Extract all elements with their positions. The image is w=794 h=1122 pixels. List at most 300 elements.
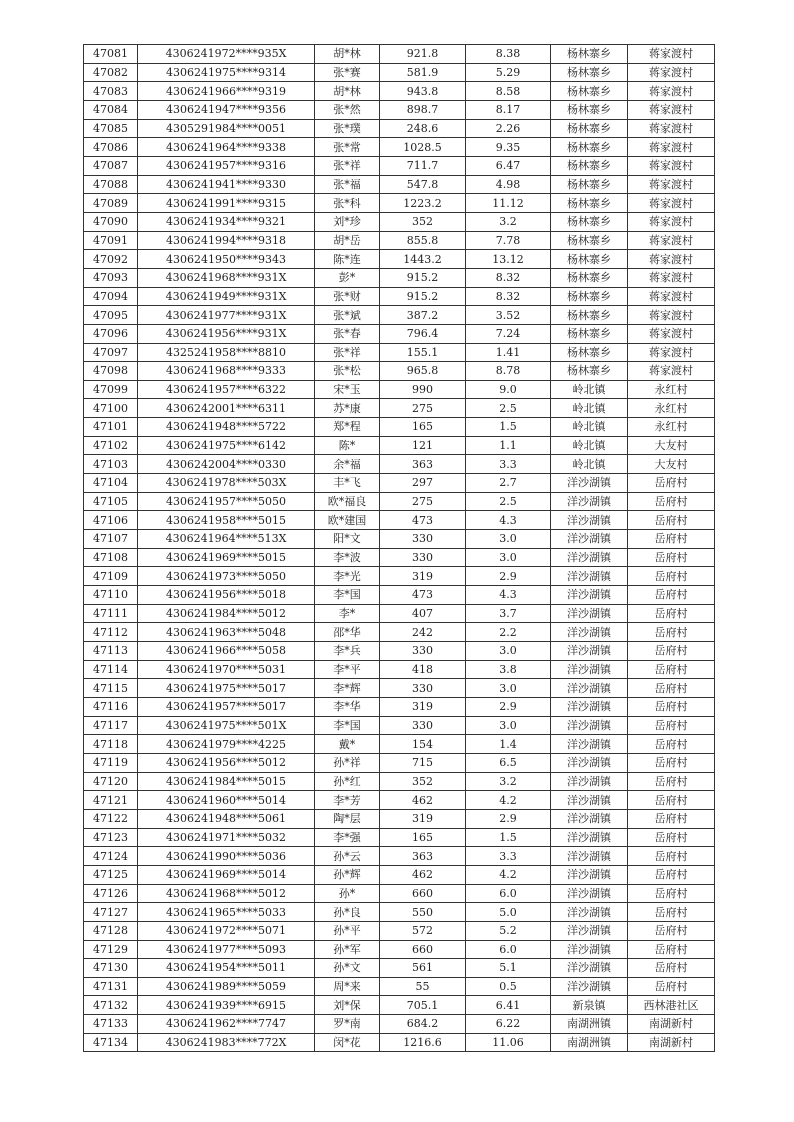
- cell-id-number: 4306241977****931X: [138, 306, 315, 325]
- cell-value: 8.32: [466, 287, 551, 306]
- cell-village: 蒋家渡村: [628, 63, 715, 82]
- table-row: [84, 324, 715, 343]
- cell-id-number: 4306241964****9338: [138, 138, 315, 157]
- cell-amount: 275: [380, 492, 466, 511]
- cell-amount: 921.8: [380, 45, 466, 64]
- cell-amount: 705.1: [380, 996, 466, 1015]
- table-row: [84, 791, 715, 810]
- cell-village: 岳府村: [628, 884, 715, 903]
- cell-amount: 242: [380, 623, 466, 642]
- cell-name: 刘*保: [315, 996, 380, 1015]
- cell-serial: 47129: [84, 940, 138, 959]
- table-row: [84, 156, 715, 175]
- cell-name: 李*兵: [315, 642, 380, 661]
- cell-id-number: 4306241965****5033: [138, 903, 315, 922]
- cell-amount: 660: [380, 940, 466, 959]
- cell-name: 李*波: [315, 548, 380, 567]
- table-row: [84, 138, 715, 157]
- cell-township: 杨林寨乡: [551, 156, 628, 175]
- cell-serial: 47088: [84, 175, 138, 194]
- table-row: [84, 399, 715, 418]
- cell-village: 蒋家渡村: [628, 138, 715, 157]
- cell-village: 蒋家渡村: [628, 324, 715, 343]
- cell-value: 1.5: [466, 418, 551, 437]
- cell-id-number: 4306241990****5036: [138, 847, 315, 866]
- cell-amount: 352: [380, 212, 466, 231]
- cell-name: 郑*程: [315, 418, 380, 437]
- cell-serial: 47110: [84, 586, 138, 605]
- cell-village: 蒋家渡村: [628, 362, 715, 381]
- cell-id-number: 4306241971****5032: [138, 828, 315, 847]
- cell-value: 2.9: [466, 809, 551, 828]
- cell-id-number: 4306241979****4225: [138, 735, 315, 754]
- cell-amount: 155.1: [380, 343, 466, 362]
- cell-amount: 1216.6: [380, 1033, 466, 1052]
- cell-value: 5.1: [466, 959, 551, 978]
- cell-village: 岳府村: [628, 697, 715, 716]
- table-row: [84, 959, 715, 978]
- cell-amount: 990: [380, 380, 466, 399]
- cell-serial: 47118: [84, 735, 138, 754]
- cell-village: 大友村: [628, 436, 715, 455]
- cell-village: 岳府村: [628, 903, 715, 922]
- table-row: [84, 287, 715, 306]
- cell-serial: 47093: [84, 268, 138, 287]
- cell-id-number: 4306241966****5058: [138, 642, 315, 661]
- cell-amount: 796.4: [380, 324, 466, 343]
- cell-township: 杨林寨乡: [551, 231, 628, 250]
- cell-id-number: 4306241957****5050: [138, 492, 315, 511]
- cell-value: 8.38: [466, 45, 551, 64]
- cell-township: 洋沙湖镇: [551, 735, 628, 754]
- cell-value: 2.26: [466, 119, 551, 138]
- cell-village: 蒋家渡村: [628, 250, 715, 269]
- cell-township: 岭北镇: [551, 418, 628, 437]
- cell-serial: 47092: [84, 250, 138, 269]
- cell-township: 洋沙湖镇: [551, 772, 628, 791]
- cell-township: 洋沙湖镇: [551, 530, 628, 549]
- cell-id-number: 4306241984****5015: [138, 772, 315, 791]
- cell-village: 蒋家渡村: [628, 231, 715, 250]
- table-row: [84, 772, 715, 791]
- cell-name: 孙*良: [315, 903, 380, 922]
- cell-serial: 47091: [84, 231, 138, 250]
- cell-name: 张*祥: [315, 156, 380, 175]
- records-table: [83, 44, 715, 1052]
- cell-name: 阳*文: [315, 530, 380, 549]
- cell-id-number: 4306241948****5722: [138, 418, 315, 437]
- cell-serial: 47082: [84, 63, 138, 82]
- cell-township: 杨林寨乡: [551, 324, 628, 343]
- cell-serial: 47105: [84, 492, 138, 511]
- cell-id-number: 4306241970****5031: [138, 660, 315, 679]
- cell-value: 3.52: [466, 306, 551, 325]
- cell-id-number: 4306241968****931X: [138, 268, 315, 287]
- cell-name: 张*福: [315, 175, 380, 194]
- cell-value: 6.5: [466, 753, 551, 772]
- cell-amount: 550: [380, 903, 466, 922]
- cell-value: 4.2: [466, 791, 551, 810]
- cell-name: 刘*珍: [315, 212, 380, 231]
- cell-village: 岳府村: [628, 548, 715, 567]
- cell-village: 永红村: [628, 399, 715, 418]
- cell-township: 杨林寨乡: [551, 194, 628, 213]
- cell-value: 3.8: [466, 660, 551, 679]
- table-row: [84, 903, 715, 922]
- cell-township: 洋沙湖镇: [551, 809, 628, 828]
- cell-name: 周*来: [315, 977, 380, 996]
- cell-village: 岳府村: [628, 921, 715, 940]
- cell-name: 苏*康: [315, 399, 380, 418]
- cell-amount: 352: [380, 772, 466, 791]
- cell-village: 岳府村: [628, 530, 715, 549]
- table-row: [84, 380, 715, 399]
- cell-village: 岳府村: [628, 809, 715, 828]
- cell-township: 岭北镇: [551, 436, 628, 455]
- table-row: [84, 119, 715, 138]
- cell-serial: 47100: [84, 399, 138, 418]
- cell-id-number: 4306241963****5048: [138, 623, 315, 642]
- cell-serial: 47085: [84, 119, 138, 138]
- table-row: [84, 474, 715, 493]
- cell-id-number: 4306241994****9318: [138, 231, 315, 250]
- cell-value: 1.5: [466, 828, 551, 847]
- table-row: [84, 250, 715, 269]
- cell-name: 胡*岳: [315, 231, 380, 250]
- cell-serial: 47089: [84, 194, 138, 213]
- table-row: [84, 306, 715, 325]
- cell-village: 岳府村: [628, 977, 715, 996]
- cell-id-number: 4306241941****9330: [138, 175, 315, 194]
- cell-amount: 297: [380, 474, 466, 493]
- cell-township: 岭北镇: [551, 455, 628, 474]
- cell-value: 11.06: [466, 1033, 551, 1052]
- cell-township: 杨林寨乡: [551, 268, 628, 287]
- cell-id-number: 4306242004****0330: [138, 455, 315, 474]
- cell-serial: 47101: [84, 418, 138, 437]
- cell-amount: 473: [380, 511, 466, 530]
- cell-value: 4.3: [466, 511, 551, 530]
- cell-township: 杨林寨乡: [551, 343, 628, 362]
- cell-amount: 418: [380, 660, 466, 679]
- cell-value: 3.0: [466, 716, 551, 735]
- cell-value: 5.29: [466, 63, 551, 82]
- cell-township: 杨林寨乡: [551, 138, 628, 157]
- table-row: [84, 343, 715, 362]
- cell-id-number: 4306241939****6915: [138, 996, 315, 1015]
- cell-serial: 47128: [84, 921, 138, 940]
- cell-amount: 898.7: [380, 100, 466, 119]
- cell-serial: 47108: [84, 548, 138, 567]
- cell-amount: 547.8: [380, 175, 466, 194]
- cell-name: 张*璞: [315, 119, 380, 138]
- cell-serial: 47090: [84, 212, 138, 231]
- cell-value: 3.2: [466, 212, 551, 231]
- cell-township: 洋沙湖镇: [551, 791, 628, 810]
- table-row: [84, 697, 715, 716]
- cell-value: 0.5: [466, 977, 551, 996]
- cell-name: 罗*南: [315, 1015, 380, 1034]
- cell-id-number: 4306241975****5017: [138, 679, 315, 698]
- table-row: [84, 231, 715, 250]
- cell-serial: 47116: [84, 697, 138, 716]
- table-row: [84, 82, 715, 101]
- cell-township: 洋沙湖镇: [551, 474, 628, 493]
- cell-township: 洋沙湖镇: [551, 660, 628, 679]
- cell-id-number: 4306241957****5017: [138, 697, 315, 716]
- cell-amount: 165: [380, 418, 466, 437]
- cell-amount: 248.6: [380, 119, 466, 138]
- cell-id-number: 4306241972****5071: [138, 921, 315, 940]
- cell-id-number: 4306241973****5050: [138, 567, 315, 586]
- cell-township: 杨林寨乡: [551, 287, 628, 306]
- cell-name: 孙*祥: [315, 753, 380, 772]
- cell-name: 丰*飞: [315, 474, 380, 493]
- cell-amount: 915.2: [380, 268, 466, 287]
- cell-name: 孙*云: [315, 847, 380, 866]
- cell-village: 岳府村: [628, 791, 715, 810]
- cell-amount: 55: [380, 977, 466, 996]
- cell-id-number: 4306241968****9333: [138, 362, 315, 381]
- cell-amount: 473: [380, 586, 466, 605]
- cell-value: 3.3: [466, 847, 551, 866]
- cell-township: 洋沙湖镇: [551, 753, 628, 772]
- cell-township: 岭北镇: [551, 399, 628, 418]
- cell-amount: 1443.2: [380, 250, 466, 269]
- cell-amount: 387.2: [380, 306, 466, 325]
- cell-amount: 154: [380, 735, 466, 754]
- cell-amount: 715: [380, 753, 466, 772]
- cell-township: 杨林寨乡: [551, 250, 628, 269]
- cell-name: 李*: [315, 604, 380, 623]
- cell-township: 洋沙湖镇: [551, 492, 628, 511]
- table-row: [84, 865, 715, 884]
- table-row: [84, 586, 715, 605]
- cell-value: 6.0: [466, 884, 551, 903]
- cell-value: 5.2: [466, 921, 551, 940]
- cell-value: 2.2: [466, 623, 551, 642]
- cell-village: 蒋家渡村: [628, 82, 715, 101]
- cell-id-number: 4306241983****772X: [138, 1033, 315, 1052]
- cell-township: 杨林寨乡: [551, 45, 628, 64]
- cell-township: 洋沙湖镇: [551, 865, 628, 884]
- records-table-body: [84, 45, 715, 1052]
- table-row: [84, 492, 715, 511]
- cell-village: 蒋家渡村: [628, 100, 715, 119]
- cell-name: 李*华: [315, 697, 380, 716]
- table-row: [84, 362, 715, 381]
- cell-amount: 363: [380, 847, 466, 866]
- cell-township: 洋沙湖镇: [551, 884, 628, 903]
- cell-name: 孙*文: [315, 959, 380, 978]
- table-row: [84, 679, 715, 698]
- cell-name: 张*常: [315, 138, 380, 157]
- table-row: [84, 660, 715, 679]
- cell-id-number: 4306241948****5061: [138, 809, 315, 828]
- cell-amount: 581.9: [380, 63, 466, 82]
- cell-id-number: 4306241954****5011: [138, 959, 315, 978]
- cell-amount: 684.2: [380, 1015, 466, 1034]
- cell-village: 蒋家渡村: [628, 212, 715, 231]
- cell-amount: 462: [380, 865, 466, 884]
- cell-township: 洋沙湖镇: [551, 959, 628, 978]
- cell-village: 岳府村: [628, 772, 715, 791]
- cell-serial: 47081: [84, 45, 138, 64]
- cell-amount: 319: [380, 567, 466, 586]
- cell-amount: 319: [380, 697, 466, 716]
- cell-village: 岳府村: [628, 716, 715, 735]
- cell-township: 洋沙湖镇: [551, 921, 628, 940]
- cell-value: 3.0: [466, 548, 551, 567]
- table-row: [84, 268, 715, 287]
- cell-value: 7.24: [466, 324, 551, 343]
- cell-amount: 330: [380, 642, 466, 661]
- cell-id-number: 4306241968****5012: [138, 884, 315, 903]
- cell-id-number: 4306241960****5014: [138, 791, 315, 810]
- cell-value: 4.98: [466, 175, 551, 194]
- table-row: [84, 1015, 715, 1034]
- cell-amount: 915.2: [380, 287, 466, 306]
- cell-serial: 47113: [84, 642, 138, 661]
- cell-township: 洋沙湖镇: [551, 586, 628, 605]
- cell-id-number: 4325241958****8810: [138, 343, 315, 362]
- cell-name: 孙*红: [315, 772, 380, 791]
- cell-value: 8.32: [466, 268, 551, 287]
- table-row: [84, 921, 715, 940]
- cell-serial: 47127: [84, 903, 138, 922]
- cell-serial: 47122: [84, 809, 138, 828]
- cell-id-number: 4306241975****501X: [138, 716, 315, 735]
- cell-village: 岳府村: [628, 642, 715, 661]
- cell-amount: 855.8: [380, 231, 466, 250]
- table-row: [84, 100, 715, 119]
- cell-name: 彭*: [315, 268, 380, 287]
- cell-value: 1.41: [466, 343, 551, 362]
- cell-name: 李*辉: [315, 679, 380, 698]
- cell-village: 西林港社区: [628, 996, 715, 1015]
- cell-amount: 943.8: [380, 82, 466, 101]
- cell-name: 孙*辉: [315, 865, 380, 884]
- cell-value: 3.0: [466, 530, 551, 549]
- table-row: [84, 847, 715, 866]
- cell-name: 孙*: [315, 884, 380, 903]
- cell-township: 洋沙湖镇: [551, 548, 628, 567]
- cell-serial: 47106: [84, 511, 138, 530]
- cell-village: 岳府村: [628, 474, 715, 493]
- cell-id-number: 4306241989****5059: [138, 977, 315, 996]
- cell-amount: 319: [380, 809, 466, 828]
- cell-value: 6.47: [466, 156, 551, 175]
- cell-id-number: 4306241969****5014: [138, 865, 315, 884]
- cell-serial: 47123: [84, 828, 138, 847]
- cell-village: 南湖新村: [628, 1033, 715, 1052]
- table-row: [84, 63, 715, 82]
- cell-amount: 363: [380, 455, 466, 474]
- table-row: [84, 809, 715, 828]
- cell-village: 岳府村: [628, 511, 715, 530]
- cell-name: 邵*华: [315, 623, 380, 642]
- cell-serial: 47094: [84, 287, 138, 306]
- cell-id-number: 4306241969****5015: [138, 548, 315, 567]
- cell-village: 永红村: [628, 380, 715, 399]
- cell-id-number: 4306241956****5018: [138, 586, 315, 605]
- cell-serial: 47103: [84, 455, 138, 474]
- cell-value: 2.7: [466, 474, 551, 493]
- cell-id-number: 4306241956****931X: [138, 324, 315, 343]
- cell-id-number: 4306241958****5015: [138, 511, 315, 530]
- cell-township: 洋沙湖镇: [551, 567, 628, 586]
- cell-value: 7.78: [466, 231, 551, 250]
- cell-name: 张*松: [315, 362, 380, 381]
- cell-village: 蒋家渡村: [628, 306, 715, 325]
- cell-amount: 572: [380, 921, 466, 940]
- cell-value: 8.58: [466, 82, 551, 101]
- cell-name: 陈*连: [315, 250, 380, 269]
- table-row: [84, 45, 715, 64]
- cell-township: 杨林寨乡: [551, 63, 628, 82]
- cell-serial: 47102: [84, 436, 138, 455]
- cell-township: 洋沙湖镇: [551, 604, 628, 623]
- cell-amount: 330: [380, 716, 466, 735]
- cell-id-number: 4306241975****6142: [138, 436, 315, 455]
- cell-id-number: 4306241984****5012: [138, 604, 315, 623]
- cell-value: 6.22: [466, 1015, 551, 1034]
- cell-amount: 121: [380, 436, 466, 455]
- cell-name: 李*国: [315, 586, 380, 605]
- cell-name: 张*春: [315, 324, 380, 343]
- cell-serial: 47114: [84, 660, 138, 679]
- cell-village: 蒋家渡村: [628, 268, 715, 287]
- cell-village: 岳府村: [628, 865, 715, 884]
- table-row: [84, 548, 715, 567]
- cell-amount: 330: [380, 530, 466, 549]
- cell-id-number: 4306241934****9321: [138, 212, 315, 231]
- cell-village: 南湖新村: [628, 1015, 715, 1034]
- table-row: [84, 175, 715, 194]
- cell-value: 11.12: [466, 194, 551, 213]
- table-row: [84, 753, 715, 772]
- cell-village: 蒋家渡村: [628, 287, 715, 306]
- cell-serial: 47112: [84, 623, 138, 642]
- cell-township: 洋沙湖镇: [551, 940, 628, 959]
- cell-amount: 407: [380, 604, 466, 623]
- cell-value: 3.0: [466, 679, 551, 698]
- cell-serial: 47125: [84, 865, 138, 884]
- cell-name: 戴*: [315, 735, 380, 754]
- cell-serial: 47096: [84, 324, 138, 343]
- cell-township: 杨林寨乡: [551, 362, 628, 381]
- cell-serial: 47084: [84, 100, 138, 119]
- table-row: [84, 511, 715, 530]
- cell-id-number: 4306241972****935X: [138, 45, 315, 64]
- cell-amount: 275: [380, 399, 466, 418]
- cell-name: 欧*福良: [315, 492, 380, 511]
- cell-township: 杨林寨乡: [551, 175, 628, 194]
- cell-id-number: 4306241991****9315: [138, 194, 315, 213]
- cell-township: 洋沙湖镇: [551, 977, 628, 996]
- table-row: [84, 436, 715, 455]
- cell-id-number: 4306241975****9314: [138, 63, 315, 82]
- cell-village: 岳府村: [628, 492, 715, 511]
- cell-value: 1.4: [466, 735, 551, 754]
- cell-serial: 47131: [84, 977, 138, 996]
- cell-name: 闵*花: [315, 1033, 380, 1052]
- cell-name: 陈*: [315, 436, 380, 455]
- cell-value: 3.2: [466, 772, 551, 791]
- table-row: [84, 716, 715, 735]
- cell-name: 张*祥: [315, 343, 380, 362]
- cell-village: 岳府村: [628, 847, 715, 866]
